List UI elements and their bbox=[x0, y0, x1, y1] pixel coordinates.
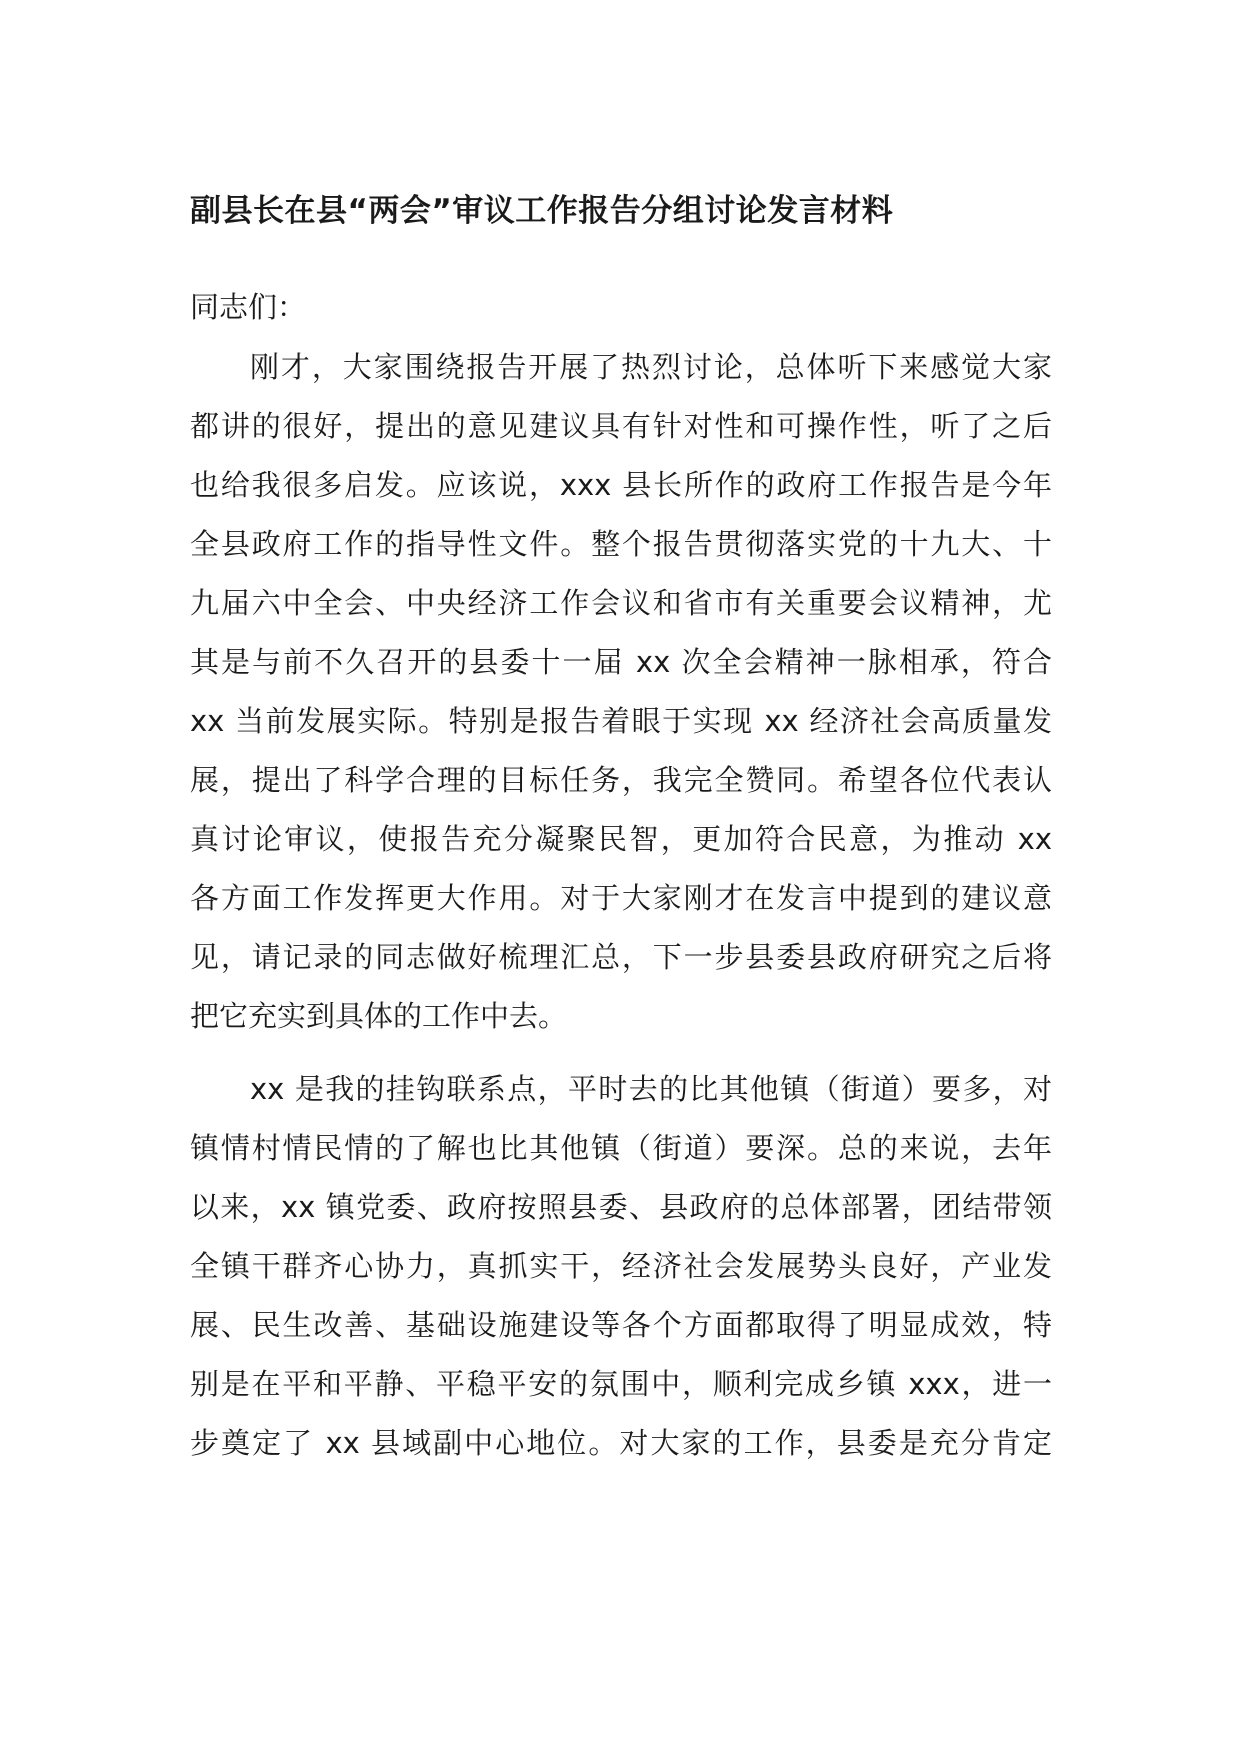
paragraph-1-line: 展，提出了科学合理的目标任务，我完全赞同。希望各位代表认 bbox=[190, 763, 1052, 797]
paragraph-1-line: 其是与前不久召开的县委十一届 xx 次全会精神一脉相承，符合 bbox=[190, 645, 1052, 679]
document-title: 副县长在县“两会”审议工作报告分组讨论发言材料 bbox=[190, 193, 894, 229]
paragraph-1-line: 九届六中全会、中央经济工作会议和省市有关重要会议精神，尤 bbox=[190, 586, 1052, 620]
paragraph-1-line: 见，请记录的同志做好梳理汇总，下一步县委县政府研究之后将 bbox=[190, 940, 1052, 974]
paragraph-1-line: 各方面工作发挥更大作用。对于大家刚才在发言中提到的建议意 bbox=[190, 881, 1052, 915]
paragraph-2-line: 镇情村情民情的了解也比其他镇（街道）要深。总的来说，去年 bbox=[190, 1131, 1052, 1165]
paragraph-2-line: 别是在平和平静、平稳平安的氛围中，顺利完成乡镇 xxx，进一 bbox=[190, 1367, 1052, 1401]
paragraph-2-line: 步奠定了 xx 县域副中心地位。对大家的工作，县委是充分肯定 bbox=[190, 1426, 1052, 1460]
paragraph-2-line: 展、民生改善、基础设施建设等各个方面都取得了明显成效，特 bbox=[190, 1308, 1052, 1342]
paragraph-2-line: 全镇干群齐心协力，真抓实干，经济社会发展势头良好，产业发 bbox=[190, 1249, 1052, 1283]
paragraph-1-line: 也给我很多启发。应该说，xxx 县长所作的政府工作报告是今年 bbox=[190, 468, 1052, 502]
paragraph-1-line: 全县政府工作的指导性文件。整个报告贯彻落实党的十九大、十 bbox=[190, 527, 1052, 561]
paragraph-2-line: xx 是我的挂钩联系点，平时去的比其他镇（街道）要多，对 bbox=[250, 1072, 1052, 1106]
paragraph-1-line: 都讲的很好，提出的意见建议具有针对性和可操作性，听了之后 bbox=[190, 409, 1052, 443]
paragraph-2-line: 以来，xx 镇党委、政府按照县委、县政府的总体部署，团结带领 bbox=[190, 1190, 1052, 1224]
paragraph-1-line: 刚才，大家围绕报告开展了热烈讨论，总体听下来感觉大家 bbox=[250, 350, 1052, 384]
paragraph-1-line: 把它充实到具体的工作中去。 bbox=[190, 999, 568, 1033]
paragraph-1-line: xx 当前发展实际。特别是报告着眼于实现 xx 经济社会高质量发 bbox=[190, 704, 1052, 738]
paragraph-1-line: 真讨论审议，使报告充分凝聚民智，更加符合民意，为推动 xx bbox=[190, 822, 1052, 856]
salutation: 同志们： bbox=[190, 290, 307, 324]
